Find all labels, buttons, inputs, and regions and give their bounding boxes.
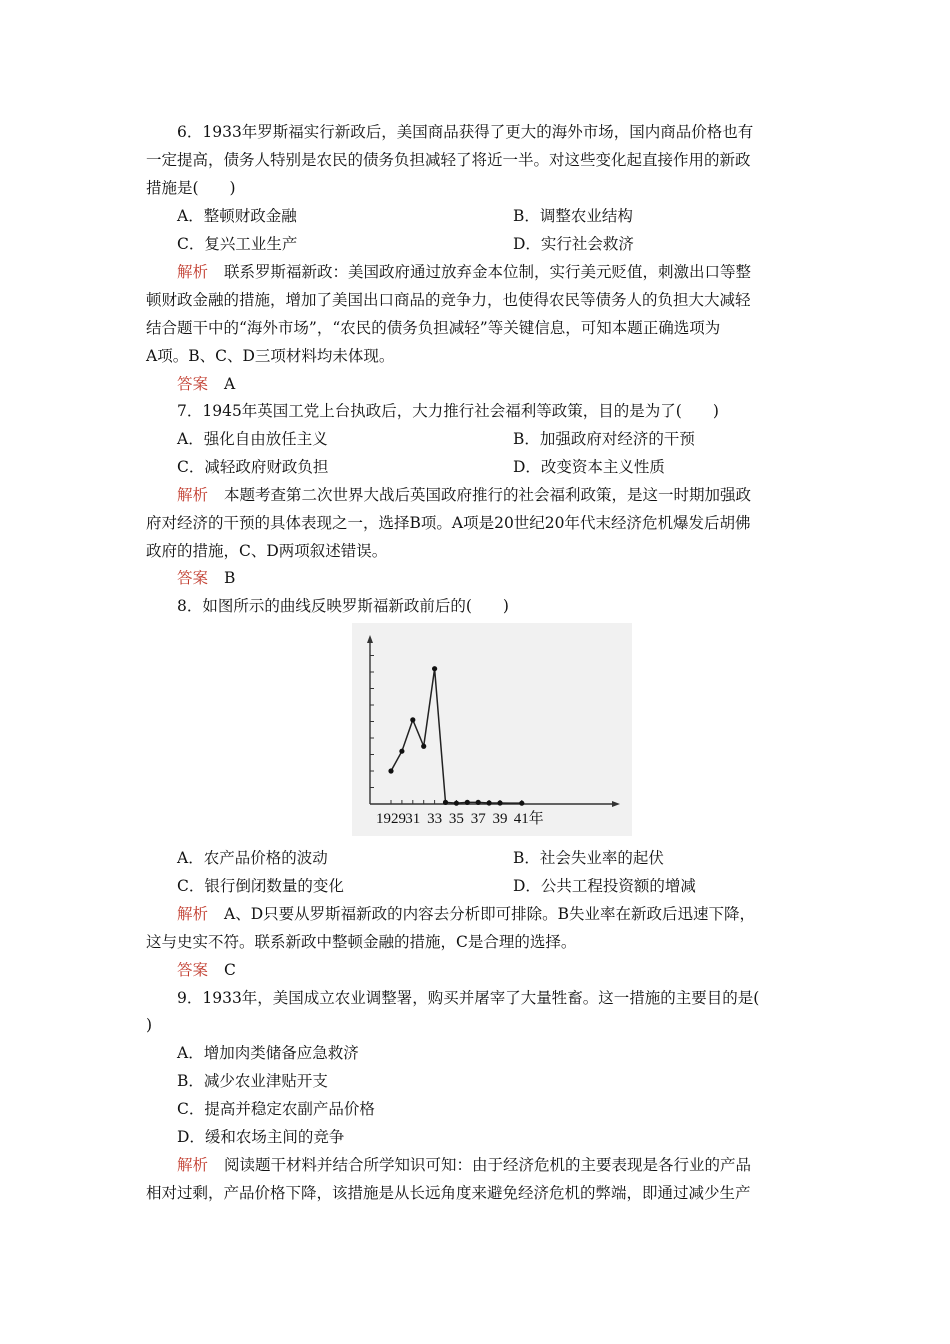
q7-option-d: D．改变资本主义性质 [513, 458, 665, 476]
chart-series [388, 666, 524, 806]
q7-answer-value: B [224, 569, 236, 587]
explanation-label: 解析 [177, 263, 209, 281]
q6-explanation-text: 联系罗斯福新政：美国政府通过放弃金本位制，实行美元贬值，刺激出口等整 [224, 263, 752, 281]
q8-explanation-line-1 [177, 904, 806, 924]
explanation-label: 解析 [177, 905, 209, 923]
q6-answer-value: A [224, 375, 236, 393]
answer-label: 答案 [177, 375, 209, 393]
q9-option-b: B．减少农业津贴开支 [177, 1072, 328, 1090]
x-tick-label: 41年 [513, 811, 544, 827]
data-point [421, 744, 426, 749]
q6-explanation-line-4: A项。B、C、D三项材料均未体现。 [146, 347, 395, 365]
q9-option-a: A．增加肉类储备应急救济 [177, 1044, 359, 1062]
q6-stem-line-2: 一定提高，债务人特别是农民的债务负担减轻了将近一半。对这些变化起直接作用的新政 [146, 151, 751, 169]
data-point [454, 801, 459, 806]
q6-explanation-line-1 [177, 262, 806, 282]
answer-label: 答案 [177, 569, 209, 587]
explanation-label: 解析 [177, 486, 209, 504]
q6-option-d: D．实行社会救济 [513, 235, 634, 253]
x-tick-label: 35 [448, 811, 464, 827]
data-point [476, 800, 481, 805]
q6-explanation-line-3: 结合题干中的“海外市场”，“农民的债务负担减轻”等关键信息，可知本题正确选项为 [146, 319, 721, 337]
x-tick-label: 33 [427, 811, 443, 827]
x-axis-arrow [612, 801, 620, 807]
explanation-label: 解析 [177, 1156, 209, 1174]
q6-stem-line-3: 措施是( ) [146, 179, 236, 197]
series-line [391, 669, 522, 803]
q7-option-c: C．减轻政府财政负担 [177, 458, 329, 476]
data-point [399, 749, 404, 754]
q8-option-d: D．公共工程投资额的增减 [513, 877, 696, 895]
q7-explanation-line-2: 府对经济的干预的具体表现之一，选择B项。A项是20世纪20年代末经济危机爆发后胡佛 [146, 514, 751, 532]
q6-option-a: A．整顿财政金融 [177, 207, 297, 225]
data-point [519, 801, 524, 806]
data-point [388, 768, 393, 773]
q8-explanation-line-2: 这与史实不符。联系新政中整顿金融的措施，C是合理的选择。 [146, 933, 577, 951]
q9-stem-line-1: 9．1933年，美国成立农业调整署，购买并屠宰了大量牲畜。这一措施的主要目的是( [177, 989, 760, 1007]
q7-stem-line-1: 7．1945年英国工党上台执政后，大力推行社会福利等政策，目的是为了( ) [177, 402, 719, 420]
chart-svg [352, 623, 632, 836]
y-axis-arrow [367, 635, 373, 643]
x-tick-label: 31 [405, 811, 421, 827]
data-point [465, 800, 470, 805]
q8-line-chart [352, 623, 632, 836]
q7-option-a: A．强化自由放任主义 [177, 430, 328, 448]
q7-option-b: B．加强政府对经济的干预 [513, 430, 695, 448]
q6-explanation-line-2: 顿财政金融的措施，增加了美国出口商品的竞争力，也使得农民等债务人的负担大大减轻 [146, 291, 751, 309]
q6-option-c: C．复兴工业生产 [177, 235, 298, 253]
q6-answer [177, 374, 806, 394]
q7-explanation-line-3: 政府的措施，C、D两项叙述错误。 [146, 542, 388, 560]
q9-explanation-line-2: 相对过剩，产品价格下降，该措施是从长远角度来避免经济危机的弊端，即通过减少生产 [146, 1184, 751, 1202]
data-point [432, 666, 437, 671]
q8-answer-value: C [224, 961, 236, 979]
q8-option-b: B．社会失业率的起伏 [513, 849, 664, 867]
q8-answer [177, 960, 806, 980]
q6-stem-line-1: 6．1933年罗斯福实行新政后，美国商品获得了更大的海外市场，国内商品价格也有 [177, 123, 754, 141]
data-point [443, 800, 448, 805]
q6-option-b: B．调整农业结构 [513, 207, 633, 225]
q8-option-c: C．银行倒闭数量的变化 [177, 877, 344, 895]
q8-explanation-text: A、D只要从罗斯福新政的内容去分析即可排除。B失业率在新政后迅速下降， [224, 905, 756, 923]
x-tick-label: 39 [492, 811, 508, 827]
q7-explanation-line-1 [177, 485, 806, 505]
x-tick-label: 37 [470, 811, 486, 827]
chart-axes [367, 635, 620, 807]
x-tick-label: 1929 [376, 811, 406, 827]
q7-answer [177, 568, 806, 588]
answer-label: 答案 [177, 961, 209, 979]
q9-option-d: D．缓和农场主间的竞争 [177, 1128, 345, 1146]
chart-tick-labels [376, 809, 544, 827]
data-point [487, 800, 492, 805]
q7-explanation-text: 本题考查第二次世界大战后英国政府推行的社会福利政策，是这一时期加强政 [224, 486, 752, 504]
data-point [410, 717, 415, 722]
q9-stem-line-2: ) [146, 1016, 153, 1034]
q8-option-a: A．农产品价格的波动 [177, 849, 328, 867]
q9-explanation-line-1 [177, 1155, 806, 1175]
q9-explanation-text: 阅读题干材料并结合所学知识可知：由于经济危机的主要表现是各行业的产品 [224, 1156, 752, 1174]
data-point [497, 800, 502, 805]
q9-option-c: C．提高并稳定农副产品价格 [177, 1100, 375, 1118]
q8-stem-line-1: 8．如图所示的曲线反映罗斯福新政前后的( ) [177, 597, 509, 615]
